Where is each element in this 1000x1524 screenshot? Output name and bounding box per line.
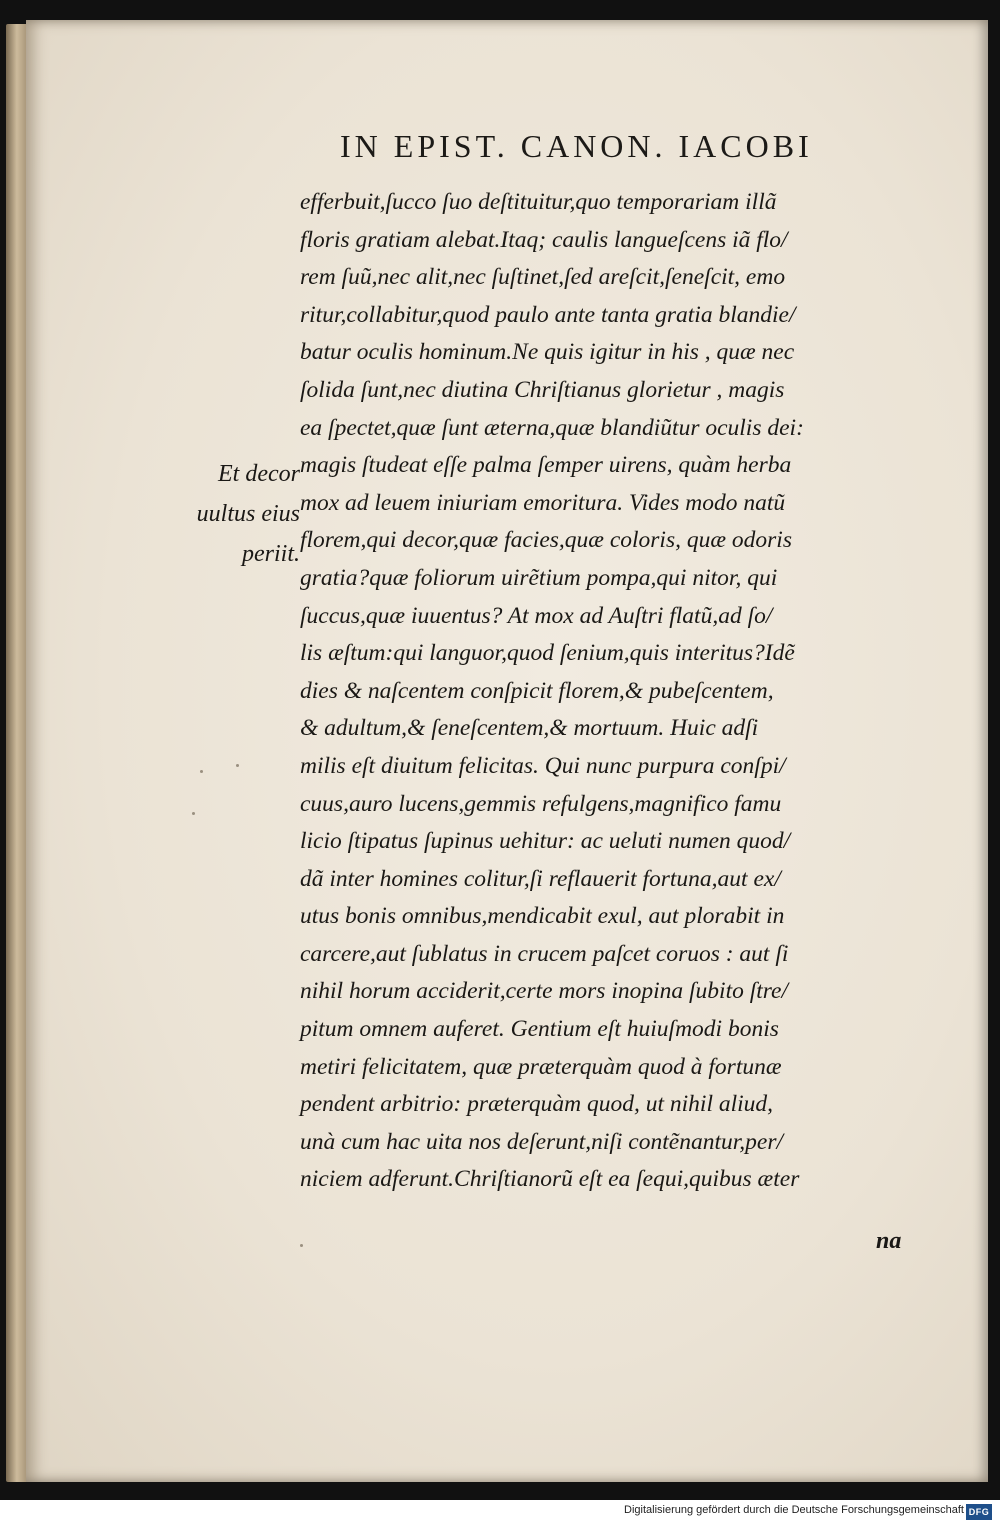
text-line: carcere,aut ſublatus in crucem paſcet coruos : aut ſi [300,940,789,967]
text-line: gratia?quæ foliorum uirẽtium pompa,qui nitor, qui [300,564,778,591]
footer-bar [0,1500,1000,1524]
text-line: pitum omnem auferet. Gentium eſt huiuſmodi bonis [300,1016,779,1043]
text-line: mox ad leuem iniuriam emoritura. Vides modo natũ [300,489,786,516]
text-line: ritur,collabitur,quod paulo ante tanta gratia blandie/ [300,301,796,328]
text-line: metiri felicitatem, quæ præterquàm quod à fortunæ [300,1053,782,1080]
text-line: dies & naſcentem conſpicit florem,& pubeſcentem, [300,677,774,704]
dfg-logo: DFG [966,1504,992,1520]
text-line: lis æſtum:qui languor,quod ſenium,quis interitus?Idẽ [300,640,795,667]
ink-speck [236,764,239,767]
text-line: niciem adferunt.Chriſtianorũ eſt ea ſequi,quibus æter [300,1166,800,1193]
text-line: dã inter homines colitur,ſi reflauerit fortuna,aut ex/ [300,865,781,892]
text-line: licio ſtipatus ſupinus uehitur: ac ueluti numen quod/ [300,828,791,855]
margin-note-line: Et decor [218,461,300,487]
text-line: florem,qui decor,quæ facies,quæ coloris, quæ odoris [300,527,792,554]
funding-credit: Digitalisierung gefördert durch die Deutsche Forschungsgemeinschaft [624,1504,964,1516]
text-line: nihil horum acciderit,certe mors inopina ſubito ſtre/ [300,978,789,1005]
margin-note-line: periit. [242,541,300,567]
text-line: magis ſtudeat eſſe palma ſemper uirens, quàm herba [300,452,792,479]
ink-speck [300,1244,303,1247]
ink-speck [200,770,203,773]
text-line: floris gratiam alebat.Itaq; caulis langueſcens iã flo/ [300,226,788,253]
text-line: batur oculis hominum.Ne quis igitur in his , quæ nec [300,339,795,366]
text-line: milis eſt diuitum felicitas. Qui nunc purpura conſpi/ [300,752,786,779]
body-text [300,184,920,1199]
catchword: na [876,1228,902,1254]
text-line: ſolida ſunt,nec diutina Chriſtianus glorietur , magis [300,376,785,403]
text-line: pendent arbitrio: præterquàm quod, ut nihil aliud, [300,1091,774,1118]
text-line: ſuccus,quæ iuuentus? At mox ad Auſtri flatũ,ad ſo/ [300,602,773,629]
text-line: unà cum hac uita nos deſerunt,niſi contẽnantur,per/ [300,1128,784,1155]
ink-speck [192,812,195,815]
running-head: IN EPIST. CANON. IACOBI [340,128,813,164]
text-line: & adultum,& ſeneſcentem,& mortuum. Huic adſi [300,715,759,742]
margin-note-line: uultus eius [196,501,300,527]
margin-note [160,454,300,574]
text-line: utus bonis omnibus,mendicabit exul, aut plorabit in [300,903,785,930]
text-line: rem ſuũ,nec alit,nec ſuſtinet,ſed areſcit,ſeneſcit, emo [300,264,786,291]
text-line: ea ſpectet,quæ ſunt æterna,quæ blandiũtur oculis dei: [300,414,804,441]
text-line: cuus,auro lucens,gemmis refulgens,magnifico famu [300,790,782,817]
text-line: efferbuit,ſucco ſuo deſtituitur,quo temporariam illã [300,189,777,215]
